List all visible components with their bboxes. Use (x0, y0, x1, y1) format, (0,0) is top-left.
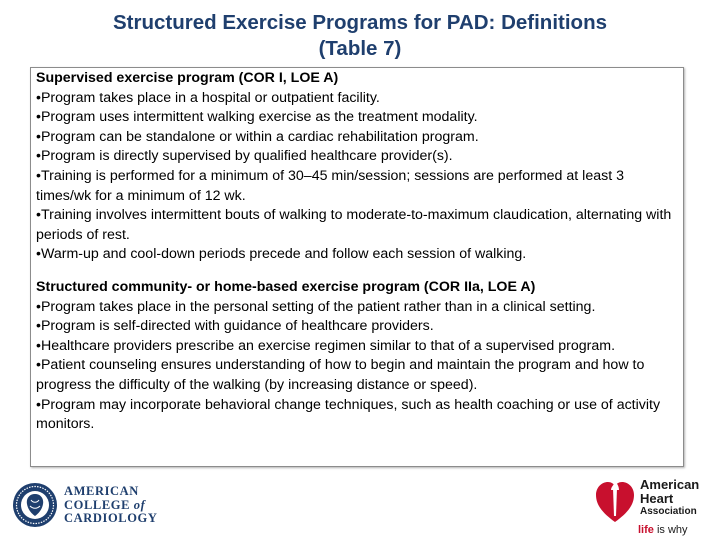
bullet-list (36, 298, 679, 435)
acc-logo (12, 482, 162, 530)
bullet-marker: • (36, 396, 41, 413)
section-spacer (36, 265, 679, 278)
aha-line-1: American (640, 477, 700, 492)
title-line-2: (Table 7) (318, 37, 402, 60)
list-item (36, 337, 679, 357)
list-item-text: Program takes place in the personal setting of the patient rather than in a clinical setting. (40, 298, 596, 315)
list-item-text: Training is performed for a minimum of 30–45 min/session; sessions are performed at least 3 times/wk for a minimum of 12 wk. (36, 167, 624, 204)
acc-line-2-of: of (130, 497, 146, 512)
list-item-text: Program uses intermittent walking exercise as the treatment modality. (40, 109, 478, 126)
list-item (36, 206, 679, 245)
tagline-life: life (638, 524, 654, 536)
section-heading: Structured community- or home-based exercise program (COR IIa, LOE A) (36, 278, 536, 295)
heart-torch-icon (594, 476, 636, 524)
acc-line-3: CARDIOLOGY (64, 511, 158, 525)
tagline-rest: is why (653, 524, 688, 536)
list-item-text: Program is self-directed with guidance of healthcare providers. (40, 318, 434, 335)
bullet-marker: • (36, 109, 41, 126)
bullet-marker: • (36, 148, 41, 165)
acc-line-1: AMERICAN (64, 484, 139, 498)
list-item (36, 245, 679, 265)
list-item (36, 356, 679, 395)
acc-line-2: COLLEGE (64, 497, 131, 512)
bullet-list (36, 89, 679, 265)
bullet-marker: • (36, 246, 41, 263)
list-item-text: Warm-up and cool-down periods precede and follow each session of walking. (40, 246, 527, 263)
list-item-text: Program is directly supervised by qualified healthcare provider(s). (40, 148, 453, 165)
bullet-marker: • (36, 128, 41, 145)
list-item (36, 167, 679, 206)
list-item (36, 108, 679, 128)
bullet-marker: • (36, 167, 41, 184)
list-item (36, 317, 679, 337)
acc-line-2-wrap (64, 499, 158, 513)
slide-title (0, 10, 720, 62)
list-item-text: Program takes place in a hospital or outpatient facility. (40, 89, 380, 106)
list-item-text: Training involves intermittent bouts of walking to moderate-to-maximum claudication, alternating with periods of rest. (36, 207, 672, 243)
acc-wordmark (64, 485, 158, 526)
bullet-marker: • (36, 207, 41, 224)
acc-seal-icon (12, 482, 58, 528)
aha-logo (592, 472, 712, 538)
list-item-text: Healthcare providers prescribe an exercise regimen similar to that of a supervised program. (40, 337, 616, 354)
bullet-marker: • (36, 89, 41, 106)
list-item (36, 147, 679, 167)
bullet-marker: • (36, 318, 41, 335)
list-item (36, 298, 679, 318)
list-item (36, 396, 679, 435)
aha-wordmark (640, 478, 699, 517)
bullet-marker: • (36, 337, 41, 354)
bullet-marker: • (36, 298, 41, 315)
section-heading: Supervised exercise program (COR I, LOE A) (36, 70, 339, 86)
section-supervised (36, 69, 679, 265)
aha-line-3: Association (640, 506, 697, 517)
list-item-text: Patient counseling ensures understanding of how to begin and maintain the program and how to progress the difficulty of the walking (by increasing distance or speed). (36, 357, 645, 393)
definitions-box (30, 67, 684, 467)
list-item (36, 89, 679, 109)
title-line-1: Structured Exercise Programs for PAD: Definitions (112, 11, 607, 34)
bullet-marker: • (36, 357, 41, 374)
section-community-home (36, 278, 679, 435)
list-item-text: Program can be standalone or within a cardiac rehabilitation program. (40, 128, 479, 145)
list-item-text: Program may incorporate behavioral change techniques, such as health coaching or use of activity monitors. (36, 396, 661, 433)
aha-tagline (638, 524, 688, 536)
list-item (36, 128, 679, 148)
aha-line-2: Heart (640, 491, 674, 506)
